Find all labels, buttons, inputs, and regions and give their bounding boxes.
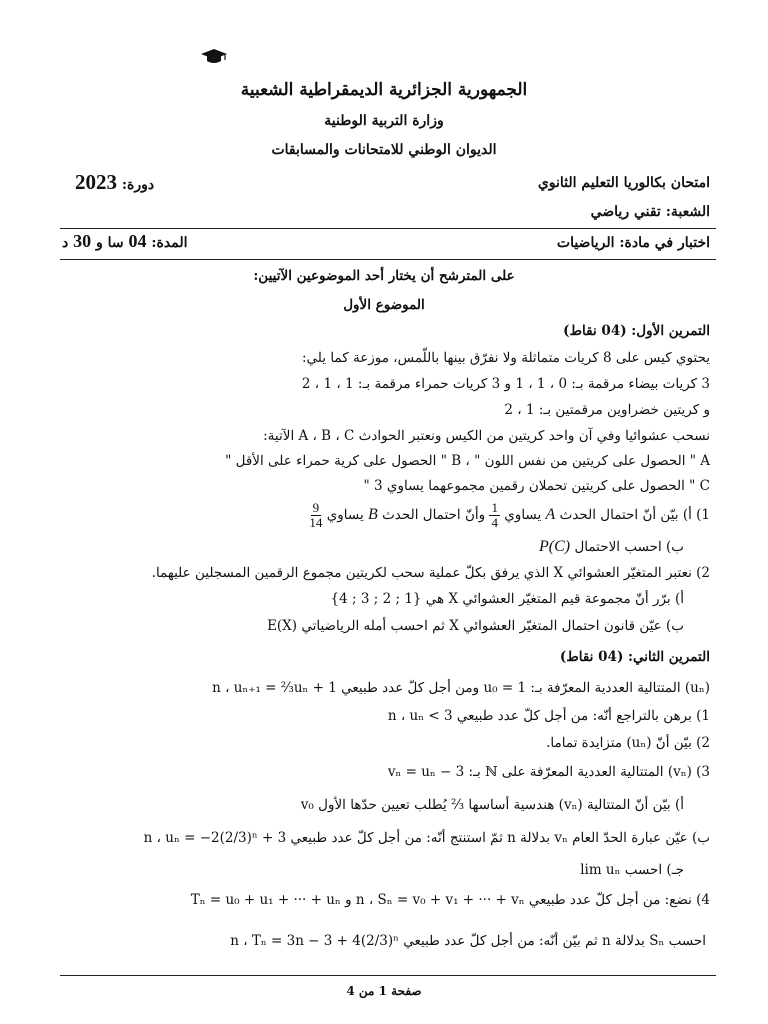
ex1-line: A " الحصول على كريتين من نفس اللون " ، B " الحصول على كرية حمراء على الأقل ": [225, 453, 710, 469]
ex1-question-1a: [309, 500, 710, 530]
subject-one-title: الموضوع الأول: [343, 297, 425, 313]
ex1-question-2b: ب) عيّن قانون احتمال المتغيّر العشوائي X ثم احسب أمله الرياضياتي E(X): [267, 618, 684, 634]
footer-divider: [60, 975, 716, 976]
ex2-question-3c: جـ) احسب lim uₙ: [580, 862, 684, 878]
session-year: 2023: [75, 170, 117, 194]
ministry-title: وزارة التربية الوطنية: [324, 113, 444, 129]
duration-mid: سا و: [95, 235, 124, 251]
ex2-question-1: 1) برهن بالتراجع أنّه: من أجل كلّ عدد طبيعي n ، uₙ < 3: [387, 708, 710, 724]
ex1-line: 3 كريات بيضاء مرقمة بـ: 0 ، 1 ، 1 و 3 كريات حمراء مرقمة بـ: 1 ، 1 ، 2: [301, 376, 710, 392]
exercise1-title: التمرين الأول: (04 نقاط): [563, 323, 710, 339]
ex1-question-2: 2) نعتبر المتغيّر العشوائي X الذي يرفق بكلّ عملية سحب لكريتين مجموع الرقمين المسجلين عليهما.: [151, 565, 710, 581]
ex2-question-3a: أ) بيّن أنّ المتتالية (vₙ) هندسية أساسها ⅔ يُطلب تعيين حدّها الأول v₀: [300, 797, 684, 813]
divider: [60, 228, 716, 229]
duration-hours: 04: [128, 231, 147, 251]
ex1-question-2a: أ) برّر أنّ مجموعة قيم المتغيّر العشوائي X هي {1 ; 2 ; 3 ; 4}: [330, 591, 684, 607]
prob-b-fraction: [309, 501, 322, 530]
prob-b-num: 9: [312, 500, 320, 515]
q1a-end: يساوي: [326, 507, 364, 523]
ex1-line: و كريتين خضراوين مرقمتين بـ: 1 ، 2: [504, 402, 710, 418]
q1b-label: ب) احسب الاحتمال: [574, 539, 684, 555]
office-title: الديوان الوطني للامتحانات والمسابقات: [271, 142, 497, 158]
duration-label: المدة:: [151, 235, 188, 251]
republic-title: الجمهورية الجزائرية الديمقراطية الشعبية: [240, 80, 528, 100]
ex2-question-2: 2) بيّن أنّ (uₙ) متزايدة تماما.: [546, 735, 710, 751]
ex2-definition: (uₙ) المتتالية العددية المعرّفة بـ: u₀ = 1 ومن أجل كلّ عدد طبيعي n ، uₙ₊₁ = ⅔uₙ + 1: [212, 680, 710, 696]
ex2-question-4b: احسب Sₙ بدلالة n ثم بيّن أنّه: من أجل كلّ عدد طبيعي n ، Tₙ = 3n − 3 + 4(2/3)ⁿ: [230, 933, 706, 949]
prob-c: P(C): [539, 538, 571, 555]
prob-a-fraction: [489, 501, 500, 530]
choose-instruction: على المترشح أن يختار أحد الموضوعين الآتيين:: [253, 268, 515, 284]
prob-b-den: 14: [309, 515, 323, 530]
q1a-mid: يساوي: [504, 507, 542, 523]
subject-label: اختبار في مادة: الرياضيات: [556, 235, 710, 251]
ex1-line: نسحب عشوائيا وفي آن واحد كريتين من الكيس ونعتبر الحوادث A ، B ، C الآتية:: [263, 428, 710, 444]
duration: [62, 231, 187, 252]
exam-title: امتحان بكالوريا التعليم الثانوي: [537, 175, 710, 191]
graduation-cap-icon: [200, 48, 228, 66]
session: [75, 170, 154, 195]
duration-minutes: 30: [73, 231, 92, 251]
ex2-question-3: 3) (vₙ) المتتالية العددية المعرّفة على ℕ بـ: vₙ = uₙ − 3: [387, 764, 710, 780]
prob-a-num: 1: [491, 500, 498, 515]
event-b: B: [368, 506, 378, 523]
event-a: A: [545, 506, 556, 523]
ex1-line: يحتوي كيس على 8 كريات متماثلة ولا نفرّق بينها باللّمس، موزعة كما يلي:: [302, 350, 710, 366]
ex2-question-4: 4) نضع: من أجل كلّ عدد طبيعي n ، Sₙ = v₀ + v₁ + ··· + vₙ و Tₙ = u₀ + u₁ + ··· + uₙ: [190, 892, 710, 908]
duration-unit: د: [62, 235, 69, 251]
exercise2-title: التمرين الثاني: (04 نقاط): [559, 649, 710, 665]
prob-a-den: 4: [491, 515, 498, 530]
ex2-question-3b: ب) عيّن عبارة الحدّ العام vₙ بدلالة n ثمّ استنتج أنّه: من أجل كلّ عدد طبيعي n ، uₙ = −2(2/3)ⁿ + 3: [143, 830, 710, 846]
q1a-pre: 1) أ) بيّن أنّ احتمال الحدث: [559, 507, 710, 523]
branch: الشعبة: تقني رياضي: [590, 204, 710, 220]
page-number: صفحة 1 من 4: [346, 984, 422, 998]
session-label: دورة:: [121, 177, 155, 193]
ex1-question-1b: [539, 538, 684, 556]
ex1-line: C " الحصول على كريتين تحملان رقمين مجموعهما يساوي 3 ": [363, 478, 710, 494]
q1a-mid2: وأنّ احتمال الحدث: [382, 507, 486, 523]
divider: [60, 259, 716, 260]
